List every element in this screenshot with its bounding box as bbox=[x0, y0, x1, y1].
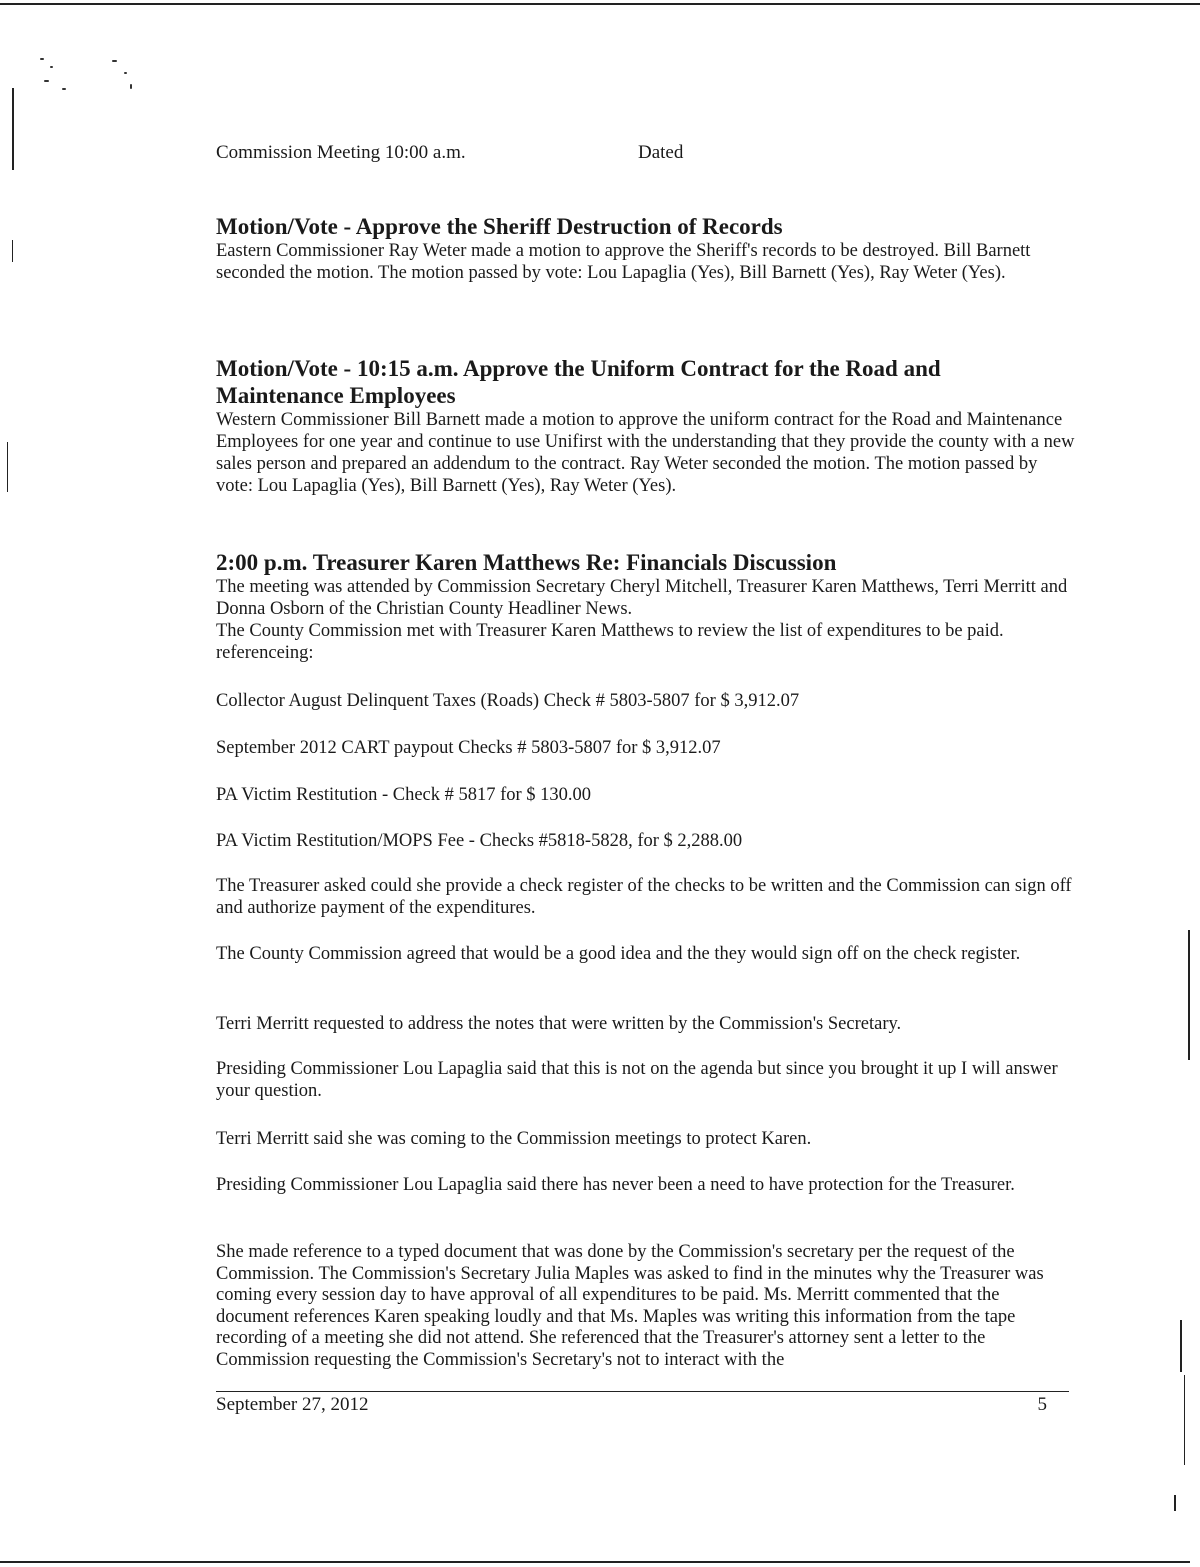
expenditure-text: PA Victim Restitution/MOPS Fee - Checks #5818-5828, for $ 2,288.00 bbox=[216, 831, 743, 851]
scan-mark-left bbox=[12, 88, 14, 170]
page-footer bbox=[216, 1394, 1069, 1416]
paragraph: Presiding Commissioner Lou Lapaglia said that this is not on the agenda but since you brought it up I will answer your question. bbox=[216, 1059, 1058, 1101]
scan-mark-left bbox=[7, 442, 8, 492]
section-financials-discussion bbox=[216, 549, 1076, 664]
scan-mark-right bbox=[1174, 1495, 1176, 1511]
scan-speck bbox=[124, 72, 127, 74]
paragraph: She made reference to a typed document that was done by the Commission's secretary per the request of the Commission. The Commission's Secretary Julia Maples was asked to find in the minutes why the Treasurer was coming every session day to have approval of all expenditures to be paid. Ms. Merritt commented that the document references Karen speaking loudly and that Ms. Maples was writing this information from the tape recording of a meeting she did not attend. She referenced that the Treasurer's attorney sent a letter to the Commission requesting the Commission's Secretary's not to interact with the bbox=[216, 1242, 1044, 1370]
scan-speck bbox=[44, 80, 49, 82]
scan-mark-right bbox=[1180, 1320, 1182, 1372]
section-heading: Motion/Vote - Approve the Sheriff Destruction of Records bbox=[216, 214, 783, 239]
paragraph: Terri Merritt said she was coming to the Commission meetings to protect Karen. bbox=[216, 1129, 812, 1149]
scan-speck bbox=[40, 58, 44, 60]
paragraph-block bbox=[216, 1128, 1076, 1150]
expenditure-item bbox=[216, 784, 1076, 806]
page-header bbox=[216, 142, 1076, 164]
paragraph: Presiding Commissioner Lou Lapaglia said there has never been a need to have protection for the Treasurer. bbox=[216, 1175, 1015, 1195]
paragraph-block bbox=[216, 943, 1076, 965]
dated-label: Dated bbox=[638, 142, 684, 163]
expenditure-text: PA Victim Restitution - Check # 5817 for $ 130.00 bbox=[216, 785, 592, 805]
section-body: Eastern Commissioner Ray Weter made a motion to approve the Sheriff's records to be destroyed. Bill Barnett seconded the motion. The motion passed by vote: Lou Lapaglia (Yes), Bill Barnett (Yes), Ray Weter (Yes). bbox=[216, 241, 1031, 283]
expenditure-item bbox=[216, 737, 1076, 759]
paragraph-block bbox=[216, 1058, 1076, 1102]
section-heading: Motion/Vote - 10:15 a.m. Approve the Uniform Contract for the Road and Maintenance Employees bbox=[216, 356, 941, 408]
footer-rule bbox=[216, 1391, 1069, 1392]
section-heading: 2:00 p.m. Treasurer Karen Matthews Re: Financials Discussion bbox=[216, 550, 837, 575]
scan-mark-right bbox=[1184, 1375, 1185, 1465]
paragraph: The County Commission agreed that would be a good idea and the they would sign off on the check register. bbox=[216, 944, 1021, 964]
expenditure-text: September 2012 CART paypout Checks # 5803-5807 for $ 3,912.07 bbox=[216, 738, 721, 758]
paragraph-block bbox=[216, 1013, 1076, 1035]
expenditure-item bbox=[216, 830, 1076, 852]
paragraph-block bbox=[216, 1174, 1076, 1196]
section-uniform-contract bbox=[216, 355, 1076, 497]
expenditure-text: Collector August Delinquent Taxes (Roads) Check # 5803-5807 for $ 3,912.07 bbox=[216, 691, 800, 711]
paragraph: The County Commission met with Treasurer Karen Matthews to review the list of expenditures to be paid. referenceing: bbox=[216, 621, 1004, 663]
scan-speck bbox=[50, 66, 53, 68]
scan-border-top bbox=[0, 3, 1200, 5]
paragraph: The meeting was attended by Commission Secretary Cheryl Mitchell, Treasurer Karen Matthews, Terri Merritt and Donna Osborn of the Christian County Headliner News. bbox=[216, 577, 1068, 619]
scan-mark-right bbox=[1188, 930, 1190, 1060]
expenditure-item bbox=[216, 690, 1076, 712]
paragraph: Terri Merritt requested to address the notes that were written by the Commission's Secretary. bbox=[216, 1014, 902, 1034]
footer-date: September 27, 2012 bbox=[216, 1394, 369, 1415]
paragraph-block bbox=[216, 1242, 1076, 1371]
scan-speck bbox=[62, 88, 66, 90]
scan-speck bbox=[112, 60, 117, 62]
section-body: Western Commissioner Bill Barnett made a motion to approve the uniform contract for the Road and Maintenance Employees for one year and continue to use Unifirst with the understanding that they provide the county with a new sales person and prepared an addendum to the contract. Ray Weter seconded the motion. The motion passed by vote: Lou Lapaglia (Yes), Bill Barnett (Yes), Ray Weter (Yes). bbox=[216, 410, 1075, 496]
scan-mark-left bbox=[12, 240, 13, 262]
paragraph: The Treasurer asked could she provide a check register of the checks to be written and the Commission can sign off and authorize payment of the expenditures. bbox=[216, 876, 1072, 918]
section-sheriff-records bbox=[216, 213, 1076, 284]
scan-border-bottom bbox=[0, 1561, 1190, 1563]
page-number: 5 bbox=[1037, 1394, 1047, 1415]
meeting-label: Commission Meeting 10:00 a.m. bbox=[216, 142, 466, 163]
paragraph-block bbox=[216, 875, 1076, 919]
scan-speck bbox=[130, 84, 132, 89]
